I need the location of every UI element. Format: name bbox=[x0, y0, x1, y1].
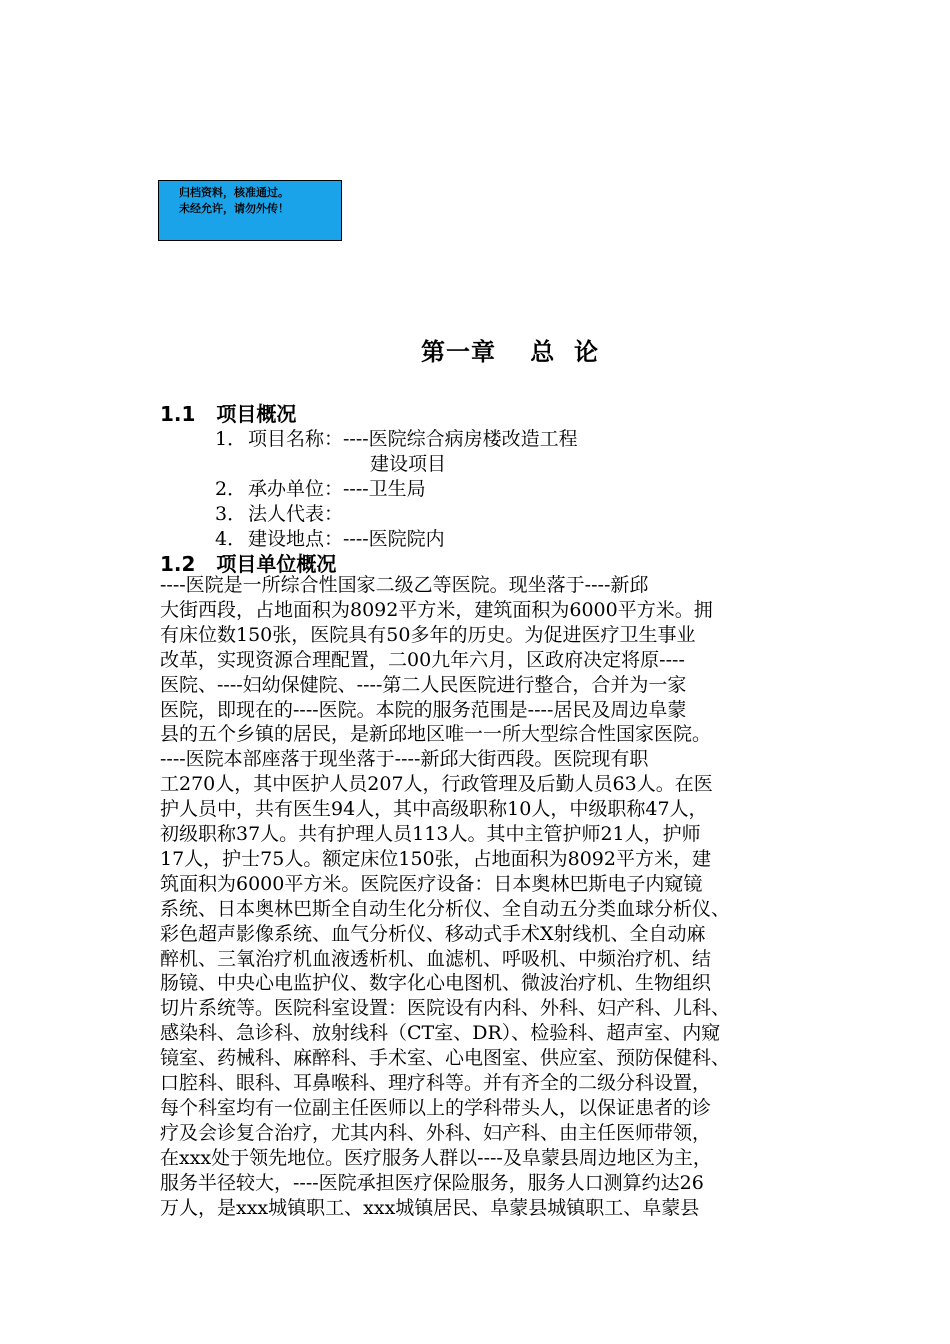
project-item-name-continued: 建设项目 bbox=[370, 453, 447, 475]
body-text-line: 疗及会诊复合治疗，尤其内科、外科、妇产科、由主任医师带领， bbox=[160, 1121, 712, 1144]
project-item-legal-rep bbox=[215, 499, 343, 526]
body-text-line: 有床位数150张，医院具有50多年的历史。为促进医疗卫生事业 bbox=[160, 623, 696, 646]
body-text-line: 切片系统等。医院科室设置：医院设有内科、外科、妇产科、儿科、 bbox=[160, 997, 731, 1020]
section-heading-1-1: 1.1 项目概况 bbox=[160, 402, 297, 426]
item-text: 项目名称：----医院综合病房楼改造工程 bbox=[248, 428, 578, 450]
body-text-line: 感染科、急诊科、放射线科（CT室、DR）、检验科、超声室、内窥 bbox=[160, 1022, 721, 1045]
stamp-line-1: 归档资料，核准通过。 bbox=[179, 186, 289, 199]
body-text-line: 彩色超声影像系统、血气分析仪、移动式手术X射线机、全自动麻 bbox=[160, 922, 706, 945]
project-item-organizer bbox=[215, 474, 426, 501]
body-text-line: ----医院是一所综合性国家二级乙等医院。现坐落于----新邱 bbox=[160, 574, 649, 596]
body-text-line: 系统、日本奥林巴斯全自动生化分析仪、全自动五分类血球分析仪、 bbox=[160, 897, 731, 920]
body-text-line: 医院，即现在的----医院。本院的服务范围是----居民及周边阜蒙 bbox=[160, 698, 687, 721]
project-item-location bbox=[215, 524, 445, 551]
body-text-line: 口腔科、眼科、耳鼻喉科、理疗科等。并有齐全的二级分科设置， bbox=[160, 1072, 712, 1094]
chapter-title: 第一章 总 论 bbox=[420, 338, 600, 366]
body-text-line: 工270人，其中医护人员207人，行政管理及后勤人员63人。在医 bbox=[160, 773, 713, 796]
body-text-line: 县的五个乡镇的居民，是新邱地区唯一一所大型综合性国家医院。 bbox=[160, 723, 712, 746]
archive-stamp bbox=[158, 180, 342, 241]
item-number: 2． bbox=[215, 478, 247, 500]
item-text: 承办单位：----卫生局 bbox=[248, 478, 426, 500]
body-text-line: 初级职称37人。共有护理人员113人。其中主管护师21人，护师 bbox=[160, 823, 701, 845]
body-text-line: 醉机、三氧治疗机血液透析机、血滤机、呼吸机、中频治疗机、结 bbox=[160, 947, 712, 970]
body-text-line: 筑面积为6000平方米。医院医疗设备：日本奥林巴斯电子内窥镜 bbox=[160, 872, 703, 895]
body-text-line: 每个科室均有一位副主任医师以上的学科带头人，以保证患者的诊 bbox=[160, 1096, 712, 1119]
body-text-line: ----医院本部座落于现坐落于----新邱大街西段。医院现有职 bbox=[160, 748, 649, 771]
stamp-line-2: 未经允许，请勿外传！ bbox=[179, 202, 289, 215]
body-text-line: 17人，护士75人。额定床位150张，占地面积为8092平方米，建 bbox=[160, 847, 711, 870]
body-text-line: 镜室、药械科、麻醉科、手术室、心电图室、供应室、预防保健科、 bbox=[160, 1047, 731, 1070]
body-text-line: 肠镜、中央心电监护仪、数字化心电图机、微波治疗机、生物组织 bbox=[160, 972, 712, 995]
body-text-line: 服务半径较大，----医院承担医疗保险服务，服务人口测算约达26 bbox=[160, 1171, 704, 1194]
body-text-line: 在xxx处于领先地位。医疗服务人群以----及阜蒙县周边地区为主， bbox=[160, 1146, 712, 1169]
item-number: 4． bbox=[215, 528, 247, 550]
body-text-line: 改革，实现资源合理配置，二00九年六月，区政府决定将原---- bbox=[160, 648, 685, 671]
item-text: 法人代表： bbox=[248, 503, 344, 525]
item-text: 建设地点：----医院院内 bbox=[248, 528, 445, 550]
project-item-name bbox=[215, 424, 578, 451]
item-number: 1． bbox=[215, 428, 247, 450]
body-text-line: 护人员中，共有医生94人，其中高级职称10人，中级职称47人， bbox=[160, 798, 708, 821]
section-heading-1-2: 1.2 项目单位概况 bbox=[160, 552, 337, 576]
body-text-line: 大街西段，占地面积为8092平方米，建筑面积为6000平方米。拥 bbox=[160, 598, 713, 621]
body-text-line: 万人，是xxx城镇职工、xxx城镇居民、阜蒙县城镇职工、阜蒙县 bbox=[160, 1196, 700, 1219]
body-text-line: 医院、----妇幼保健院、----第二人民医院进行整合，合并为一家 bbox=[160, 673, 687, 696]
item-number: 3． bbox=[215, 503, 247, 525]
